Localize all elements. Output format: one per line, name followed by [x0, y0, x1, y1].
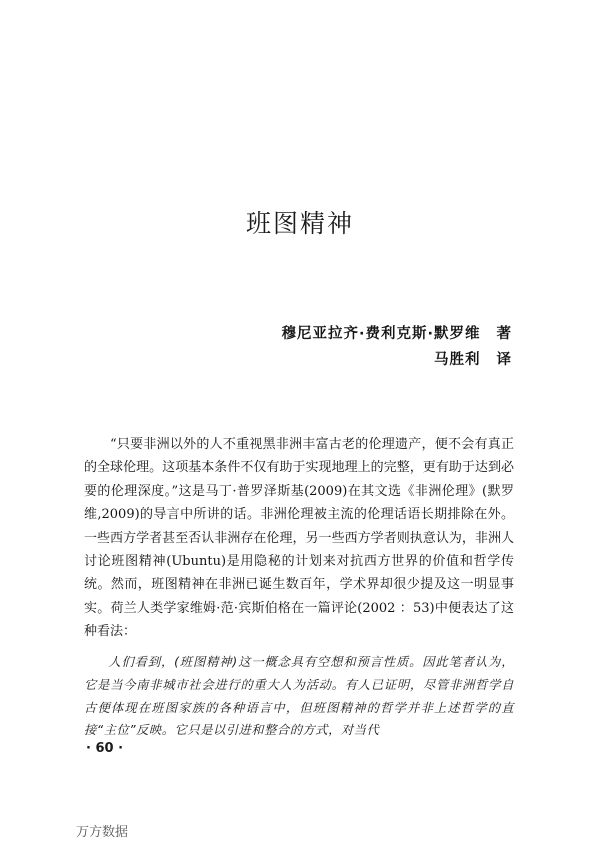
- watermark-text: 万方数据: [76, 825, 129, 840]
- author-role: 著: [496, 326, 512, 342]
- body-paragraph: [84, 433, 514, 644]
- translator-name: 马胜利: [434, 352, 481, 368]
- translator-byline: [434, 348, 512, 369]
- body-paragraph-text: “只要非洲以外的人不重视黑非洲丰富古老的伦理遗产，便不会有真正的全球伦理。这项基本条件不仅有助于实现地理上的完整，更有助于达到必要的伦理深度。”这是马丁·普罗泽斯基(2009)在其文选《非洲伦理》(默罗维,2009)的导言中所讲的话。非洲伦理被主流的伦理话语长期排除在外。一些西方学者甚至否认非洲存在伦理，另一些西方学者则执意认为，非洲人讨论班图精神(Ubuntu)是用隐秘的计划来对抗西方世界的价值和哲学传统。然而，班图精神在非洲已诞生数百年，学术界却很少提及这一明显事实。荷兰人类学家维姆·范·宾斯伯格在一篇评论(2002 ：53)中便表达了这种看法：: [84, 437, 514, 640]
- block-quote: [84, 651, 514, 742]
- page-number: · 60 ·: [86, 741, 124, 756]
- author-name: 穆尼亚拉齐·费利克斯·默罗维: [281, 326, 481, 342]
- article-title: 班图精神: [245, 209, 354, 238]
- block-quote-text: 人们看到，(班图精神)这一概念具有空想和预言性质。因此笔者认为，它是当今南非城市社会进行的重大人为活动。有人已证明，尽管非洲哲学自古便体现在班图家族的各种语言中，但班图精神的哲学并非上述哲学的直接“主位”反映。它只是以引进和整合的方式，对当代: [84, 655, 514, 738]
- translator-role: 译: [496, 352, 512, 368]
- author-byline: [281, 322, 512, 343]
